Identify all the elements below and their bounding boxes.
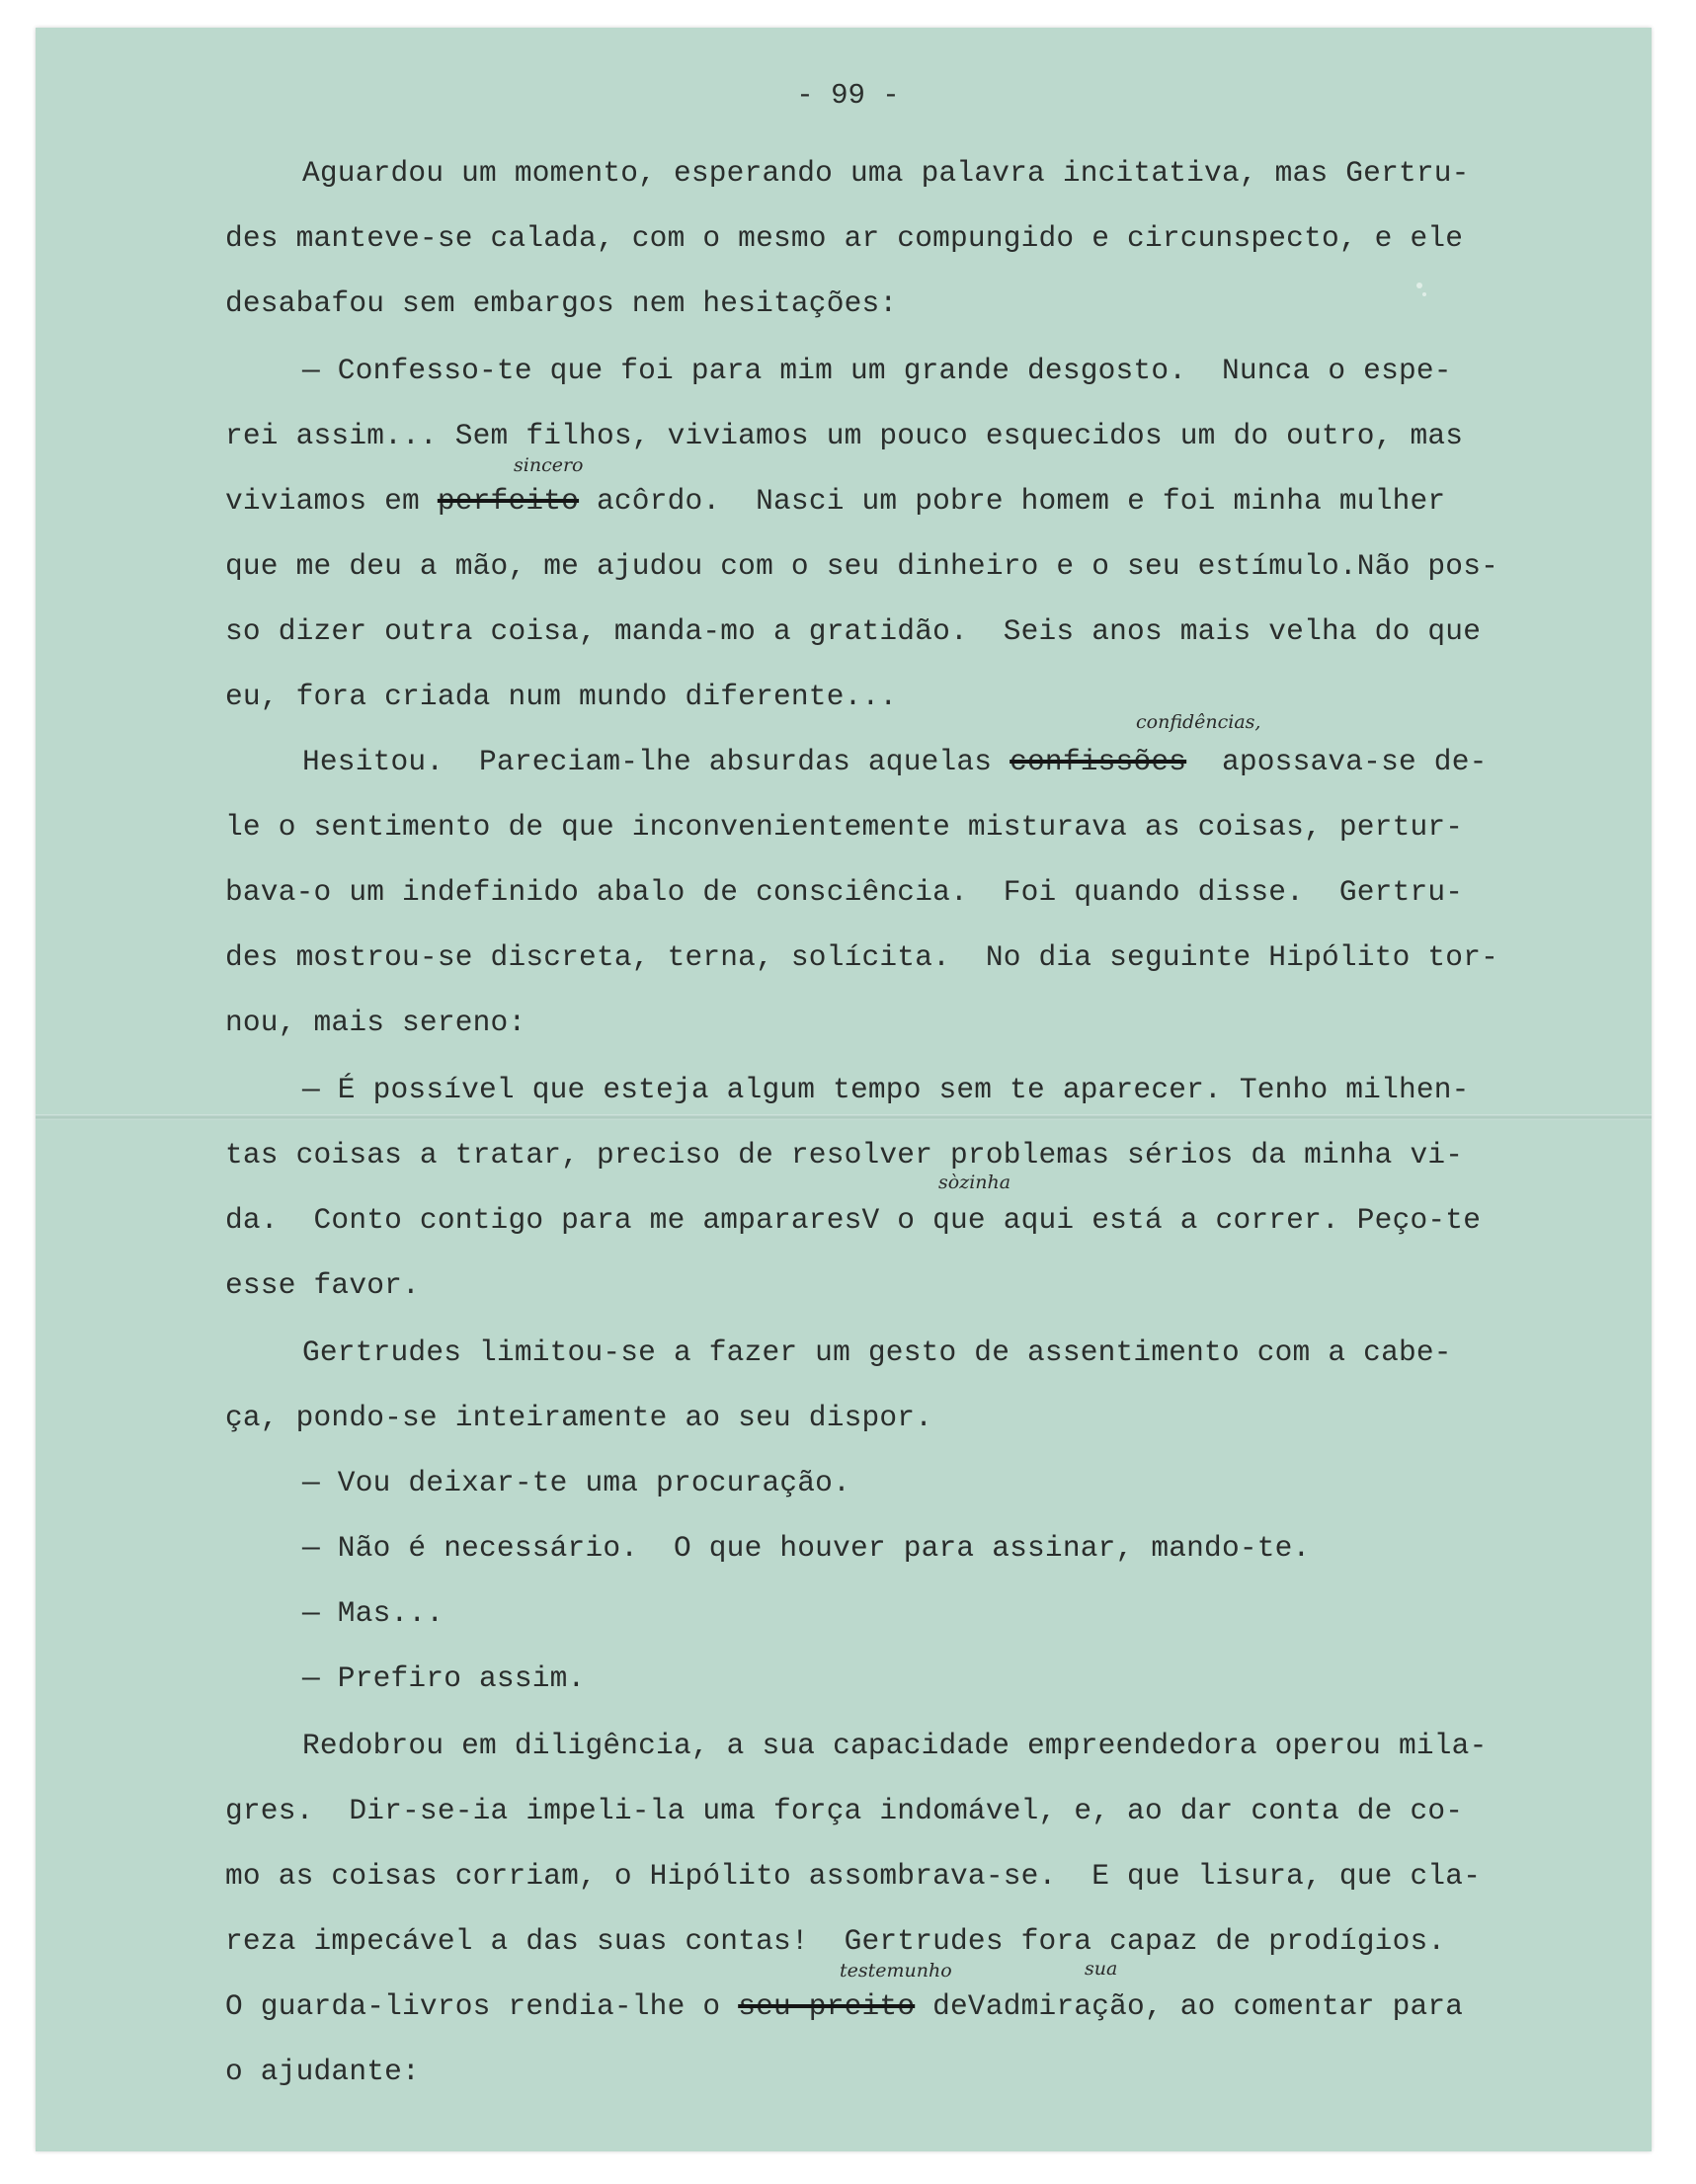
text-line-7: que me deu a mão, me ajudou com o seu dinheiro e o seu estímulo.Não pos-: [225, 549, 1499, 583]
struck-word: confissões: [1010, 745, 1187, 778]
text-segment: viviamos em: [225, 484, 438, 518]
text-line-29: [225, 1989, 1463, 2023]
text-line-19: Gertrudes limitou-se a fazer um gesto de assentimento com a cabe-: [302, 1335, 1452, 1369]
page-number: - 99 -: [796, 79, 900, 112]
paper-fold: [36, 1114, 1652, 1120]
text-line-9: eu, fora criada num mundo diferente...: [225, 680, 898, 713]
handwritten-insertion: sincero: [514, 454, 584, 476]
text-line-17: da. Conto contigo para me ampararesV o que aqui está a correr. Peço-te: [225, 1203, 1482, 1237]
struck-word: perfeito: [437, 484, 580, 518]
text-line-15: — É possível que esteja algum tempo sem te aparecer. Tenho milhen-: [302, 1073, 1470, 1106]
text-line-2: des manteve-se calada, com o mesmo ar compungido e circunspecto, e ele: [225, 221, 1464, 255]
text-line-12: bava-o um indefinido abalo de consciência. Foi quando disse. Gertru-: [225, 875, 1464, 909]
paper-speck: [1422, 292, 1426, 296]
text-line-25: Redobrou em diligência, a sua capacidade empreendedora operou mila-: [302, 1729, 1488, 1762]
handwritten-insertion: testemunho: [840, 1960, 952, 1982]
text-line-13: des mostrou-se discreta, terna, solícita. No dia seguinte Hipólito tor-: [225, 940, 1499, 974]
text-segment: apossava-se de-: [1186, 745, 1488, 778]
text-line-21: — Vou deixar-te uma procuração.: [302, 1466, 850, 1499]
text-segment: O guarda-livros rendia-lhe o: [225, 1989, 739, 2023]
text-line-22: — Não é necessário. O que houver para assinar, mando-te.: [302, 1531, 1311, 1565]
text-segment: acôrdo. Nasci um pobre homem e foi minha mulher: [579, 484, 1446, 518]
handwritten-insertion: sòzinha: [938, 1172, 1011, 1193]
text-segment: Hesitou. Pareciam-lhe absurdas aquelas: [302, 745, 1010, 778]
text-line-28: reza impecável a das suas contas! Gertrudes fora capaz de prodígios.: [225, 1924, 1446, 1958]
text-line-3: desabafou sem embargos nem hesitações:: [225, 286, 898, 320]
text-line-8: so dizer outra coisa, manda-mo a gratidão. Seis anos mais velha do que: [225, 614, 1482, 648]
text-line-10: [302, 745, 1488, 778]
text-line-30: o ajudante:: [225, 2055, 420, 2088]
text-line-1: Aguardou um momento, esperando uma palavra incitativa, mas Gertru-: [302, 156, 1470, 190]
text-line-18: esse favor.: [225, 1268, 420, 1302]
struck-word: seu preito: [738, 1989, 916, 2023]
text-line-11: le o sentimento de que inconvenientemente misturava as coisas, pertur-: [225, 810, 1464, 844]
text-line-6: [225, 484, 1445, 518]
text-line-26: gres. Dir-se-ia impeli-la uma força indomável, e, ao dar conta de co-: [225, 1794, 1464, 1827]
handwritten-insertion: sua: [1085, 1958, 1118, 1980]
handwritten-insertion: confidências,: [1136, 711, 1261, 733]
text-line-14: nou, mais sereno:: [225, 1006, 526, 1039]
text-line-23: — Mas...: [302, 1596, 444, 1630]
text-line-20: ça, pondo-se inteiramente ao seu dispor.: [225, 1401, 933, 1434]
text-line-27: mo as coisas corriam, o Hipólito assombrava-se. E que lisura, que cla-: [225, 1859, 1482, 1893]
text-line-5: rei assim... Sem filhos, viviamos um pouco esquecidos um do outro, mas: [225, 419, 1464, 452]
text-line-4: — Confesso-te que foi para mim um grande desgosto. Nunca o espe-: [302, 354, 1452, 387]
text-segment: deVadmiração, ao comentar para: [915, 1989, 1464, 2023]
paper-speck: [1416, 283, 1422, 288]
text-line-24: — Prefiro assim.: [302, 1661, 586, 1695]
text-line-16: tas coisas a tratar, preciso de resolver problemas sérios da minha vi-: [225, 1138, 1464, 1172]
